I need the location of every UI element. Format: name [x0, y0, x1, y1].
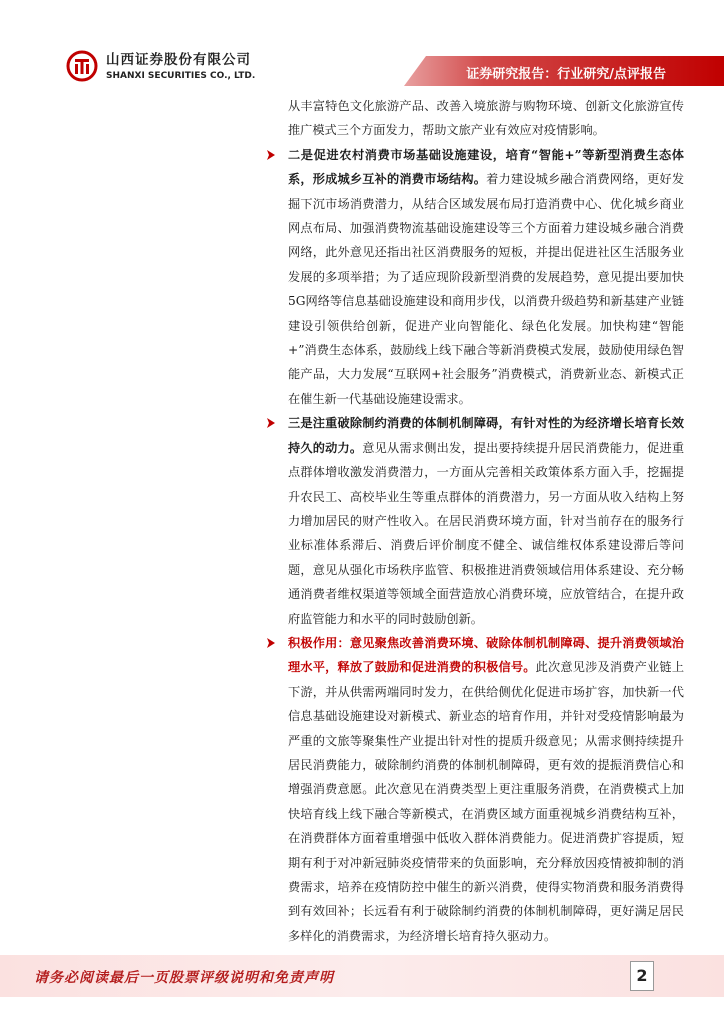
arrow-bullet-icon: [264, 411, 278, 435]
company-seal-logo-icon: [66, 50, 98, 82]
bullet-item: [288, 143, 684, 411]
bullet-body: 意见从需求侧出发，提出要持续提升居民消费能力，促进重点群体增收激发消费潜力，一方面从完善相关政策体系方面入手，挖掘提升农民工、高校毕业生等重点群体的消费潜力，另一方面从收入结构上努力增加居民的财产性收入。在居民消费环境方面，针对当前存在的服务行业标准体系滞后、消费后评价制度不健全、诚信维权体系建设滞后等问题，意见从强化市场秩序监管、积极推进消费领域信用体系建设、充分畅通消费者维权渠道等领域全面营造放心消费环境，应放管结合，在提升政府监管能力和水平的同时鼓励创新。: [288, 440, 685, 626]
intro-paragraph: 从丰富特色文化旅游产品、改善入境旅游与购物环境、创新文化旅游宣传推广模式三个方面发力，帮助文旅产业有效应对疫情影响。: [288, 99, 684, 138]
bullet-body: 着力建设城乡融合消费网络，更好发掘下沉市场消费潜力，从结合区域发展布局打造消费中心、优化城乡商业网点布局、加强消费物流基础设施建设等三个方面着力建设城乡融合消费网络，此外意见还指出社区消费服务的短板，并提出促进社区生活服务业发展的多项举措；为了适应现阶段新型消费的发展趋势，意见提出要加快5G网络等信息基础设施建设和商用步伐，以消费升级趋势和新基建产业链建设引领供给创新，促进产业向智能化、绿色化发展。加快构建“智能+”消费生态体系，鼓励线上线下融合等新消费模式发展，鼓励使用绿色智能产品，大力发展“互联网+社会服务”消费模式，消费新业态、新模式正在催生新一代基础设施建设需求。: [288, 172, 685, 406]
page-number: 2: [630, 961, 654, 991]
report-type-label: 证券研究报告：行业研究/点评报告: [466, 67, 666, 82]
page-header: [0, 0, 724, 92]
bullet-item: [288, 411, 684, 631]
company-name-en: SHANXI SECURITIES CO., LTD.: [106, 71, 256, 81]
report-body: [288, 94, 684, 948]
bullet-lead: 二是促进农村消费市场基础设施建设，培育“智能+”等新型消费生态体系，形成城乡互补的消费市场结构。: [288, 147, 684, 187]
arrow-bullet-icon: [264, 631, 278, 655]
disclaimer-notice: 请务必阅读最后一页股票评级说明和免责声明: [34, 970, 334, 986]
bullet-body: 此次意见涉及消费产业链上下游，并从供需两端同时发力，在供给侧优化促进市场扩容，加快新一代信息基础设施建设对新模式、新业态的培育作用，并针对受疫情影响最为严重的文旅等聚集性产业提出针对性的提质升级意见；从需求侧持续提升居民消费能力，破除制约消费的体制机制障碍，更有效的提振消费信心和增强消费意愿。此次意见在消费类型上更注重服务消费，在消费模式上加快培育线上线下融合等新模式，在消费区域方面重视城乡消费结构互补，在消费群体方面着重增强中低收入群体消费能力。促进消费扩容提质，短期有利于对冲新冠肺炎疫情带来的负面影响，充分释放因疫情被抑制的消费需求，培养在疫情防控中催生的新兴消费，使得实物消费和服务消费得到有效回补；长远看有利于破除制约消费的体制机制障碍，更好满足居民多样化的消费需求，为经济增长培育持久驱动力。: [288, 660, 685, 943]
bullet-lead-highlight: 积极作用：意见聚焦改善消费环境、破除体制机制障碍、提升消费领域治理水平，释放了鼓励和促进消费的积极信号。: [288, 635, 684, 675]
arrow-bullet-icon: [264, 143, 278, 167]
company-name-cn: 山西证券股份有限公司: [106, 52, 251, 68]
page-footer: [0, 955, 724, 997]
bullet-item: [288, 631, 684, 948]
company-name-block: [106, 52, 255, 82]
bullet-lead: 三是注重破除制约消费的体制机制障碍，有针对性的为经济增长培育长效持久的动力。: [288, 416, 684, 455]
